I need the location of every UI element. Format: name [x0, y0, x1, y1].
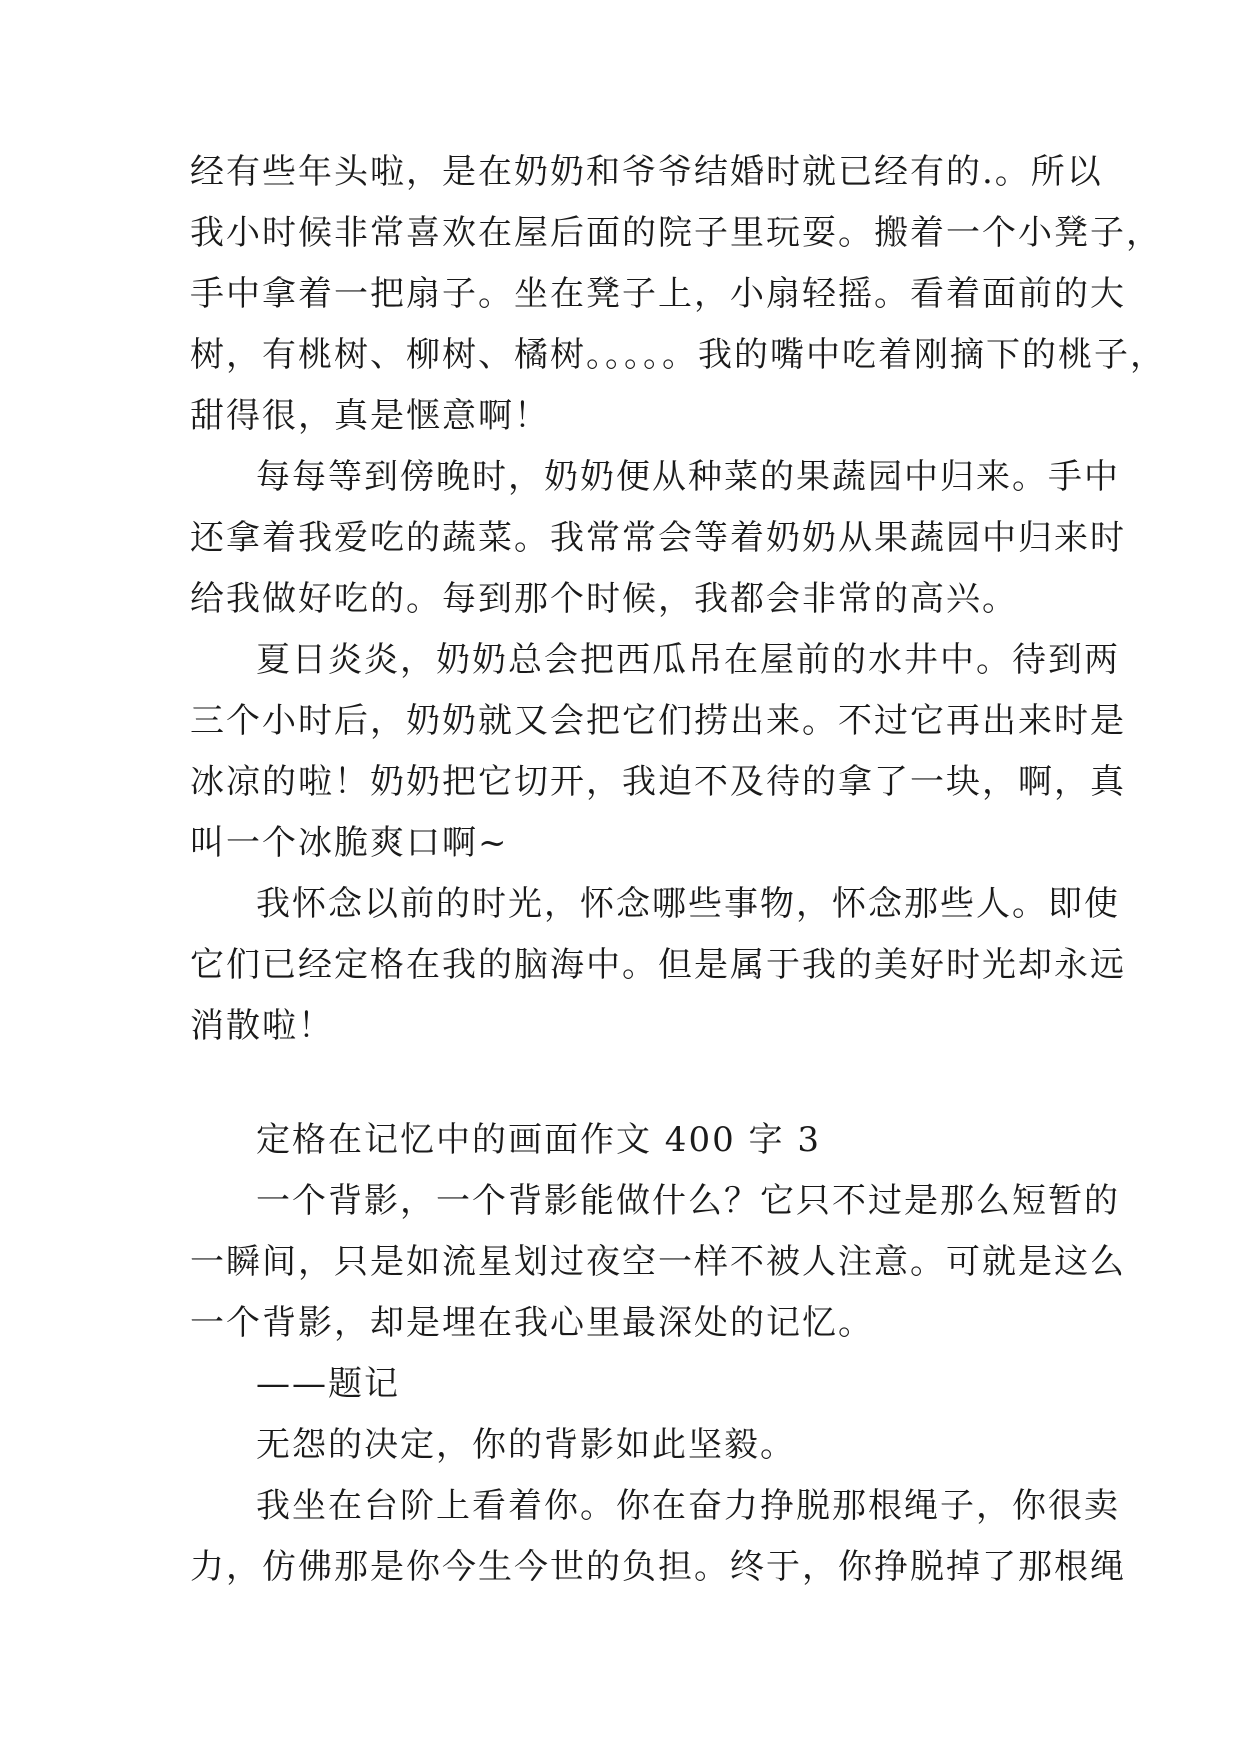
text-line: 它们已经定格在我的脑海中。但是属于我的美好时光却永远 — [190, 945, 1126, 985]
text-line: 手中拿着一把扇子。坐在凳子上，小扇轻摇。看着面前的大 — [190, 274, 1126, 314]
paragraph-start-line: 我怀念以前的时光，怀念哪些事物，怀念那些人。即使 — [256, 884, 1120, 924]
text-line: 冰凉的啦！奶奶把它切开，我迫不及待的拿了一块，啊，真 — [190, 762, 1126, 802]
text-line: 甜得很，真是惬意啊！ — [190, 396, 550, 436]
text-line: 还拿着我爱吃的蔬菜。我常常会等着奶奶从果蔬园中归来时 — [190, 518, 1126, 558]
paragraph-start-line: 夏日炎炎，奶奶总会把西瓜吊在屋前的水井中。待到两 — [256, 640, 1120, 680]
paragraph-start-line: 每每等到傍晚时，奶奶便从种菜的果蔬园中归来。手中 — [256, 457, 1120, 497]
text-line: 一个背影，却是埋在我心里最深处的记忆。 — [190, 1303, 874, 1343]
epigraph-attribution: ——题记 — [256, 1364, 400, 1404]
text-line: 消散啦！ — [190, 1006, 334, 1046]
text-line: 力，仿佛那是你今生今世的负担。终于，你挣脱掉了那根绳 — [190, 1547, 1126, 1587]
section-heading: 定格在记忆中的画面作文 400 字 3 — [256, 1120, 821, 1160]
text-line: 我小时候非常喜欢在屋后面的院子里玩耍。搬着一个小凳子， — [190, 213, 1162, 253]
text-line: 给我做好吃的。每到那个时候，我都会非常的高兴。 — [190, 579, 1018, 619]
paragraph-start-line: 无怨的决定，你的背影如此坚毅。 — [256, 1425, 796, 1465]
text-line: 三个小时后，奶奶就又会把它们捞出来。不过它再出来时是 — [190, 701, 1126, 741]
text-line: 一瞬间，只是如流星划过夜空一样不被人注意。可就是这么 — [190, 1242, 1126, 1282]
paragraph-start-line: 我坐在台阶上看着你。你在奋力挣脱那根绳子，你很卖 — [256, 1486, 1120, 1526]
paragraph-start-line: 一个背影，一个背影能做什么？它只不过是那么短暂的 — [256, 1181, 1120, 1221]
text-line: 经有些年头啦，是在奶奶和爷爷结婚时就已经有的.。所以 — [190, 152, 1103, 192]
text-line: 树，有桃树、柳树、橘树。。。。。我的嘴中吃着刚摘下的桃子， — [190, 335, 1166, 375]
text-line: 叫一个冰脆爽口啊~ — [190, 823, 509, 863]
